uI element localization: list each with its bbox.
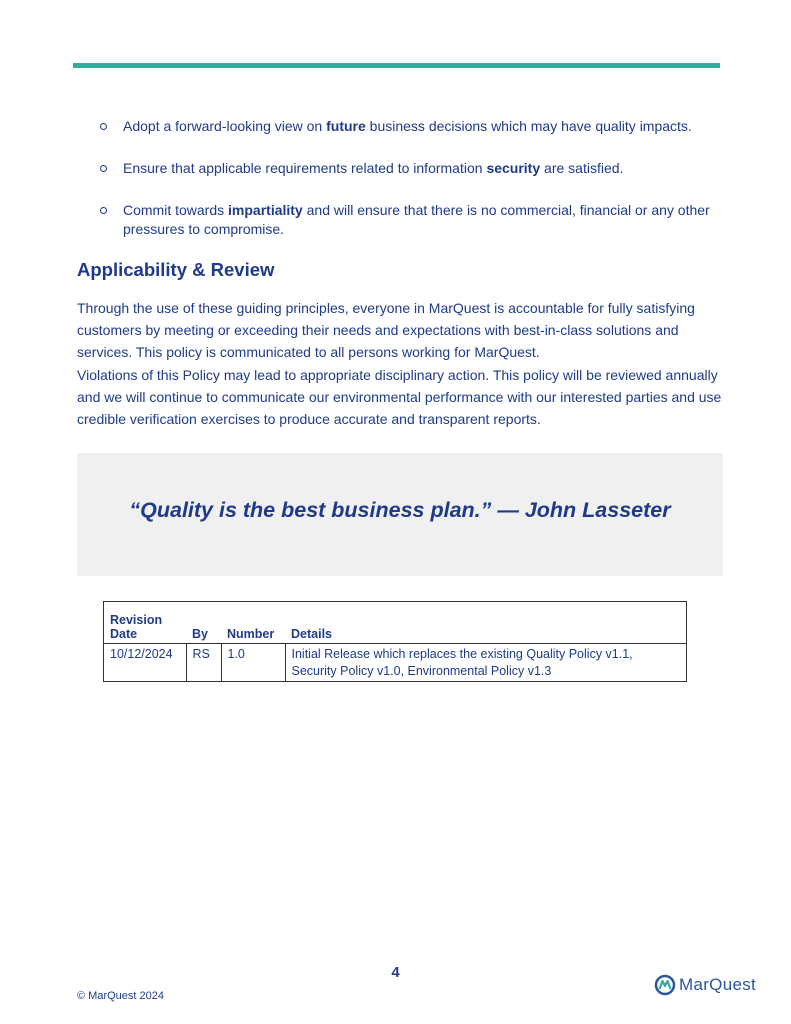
table-row xyxy=(104,644,687,682)
quote-text: “Quality is the best business plan.” — John Lasseter xyxy=(129,498,671,522)
marquest-logo xyxy=(654,974,756,996)
page-number: 4 xyxy=(391,964,400,981)
header-by: By xyxy=(192,627,208,641)
list-item: Adopt a forward-looking view on future business decisions which may have quality impacts. xyxy=(100,117,710,136)
header-details: Details xyxy=(291,627,332,641)
copyright-text: © MarQuest 2024 xyxy=(77,990,164,1002)
paragraph: Violations of this Policy may lead to appropriate disciplinary action. This policy will be reviewed annually and we will continue to communicate our environmental performance with our interested parties and use credible verification exercises to produce accurate and transparent reports. xyxy=(77,366,722,428)
cell-number: 1.0 xyxy=(221,644,285,682)
section-body xyxy=(77,297,727,430)
header-number: Number xyxy=(227,627,275,641)
marquest-logo-icon xyxy=(654,974,676,996)
section-heading: Applicability & Review xyxy=(77,259,275,280)
header-rule xyxy=(73,63,720,68)
cell-by: RS xyxy=(186,644,221,682)
quote-box xyxy=(77,453,723,576)
paragraph: Through the use of these guiding principles, everyone in MarQuest is accountable for fully satisfying customers by meeting or exceeding their needs and expectations with best-in-class solutions and services. This policy is communicated to all persons working for MarQuest. xyxy=(77,300,695,361)
circle-bullet-icon xyxy=(100,123,107,130)
list-item: Ensure that applicable requirements related to information security are satisfied. xyxy=(100,159,710,178)
cell-date: 10/12/2024 xyxy=(104,644,187,682)
commitment-list xyxy=(100,117,710,262)
logo-text: MarQuest xyxy=(679,975,757,994)
header-revision-date: Revision Date xyxy=(110,613,163,641)
list-item: Commit towards impartiality and will ensure that there is no commercial, financial or any other pressures to compromise. xyxy=(100,201,710,239)
revision-table xyxy=(103,601,687,682)
table-header-row xyxy=(104,602,687,644)
circle-bullet-icon xyxy=(100,165,107,172)
cell-details: Initial Release which replaces the existing Quality Policy v1.1, Security Policy v1.0, Environmental Policy v1.3 xyxy=(285,644,687,682)
circle-bullet-icon xyxy=(100,207,107,214)
